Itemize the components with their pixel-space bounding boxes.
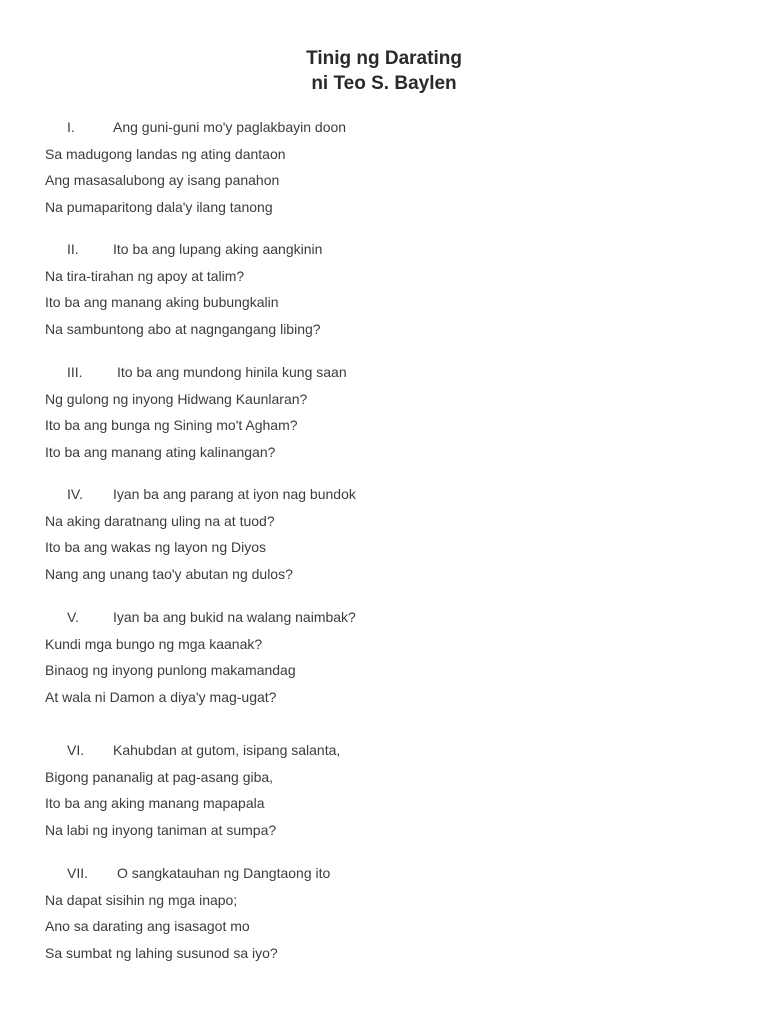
verse-line: Ano sa darating ang isasagot mo	[45, 918, 250, 934]
verse-line: At wala ni Damon a diya'y mag-ugat?	[45, 688, 277, 705]
stanza-first-line	[45, 236, 725, 263]
verse-line: Ito ba ang manang aking bubungkalin	[45, 294, 279, 310]
poem-author: ni Teo S. Baylen	[311, 73, 457, 94]
verse-line: Na tira-tirahan ng apoy at talim?	[45, 267, 245, 284]
stanza-first-line	[45, 114, 725, 141]
verse-line: Sa madugong landas ng ating dantaon	[45, 145, 286, 162]
verse-line: Ito ba ang mundong hinila kung saan	[117, 364, 347, 380]
stanza-number: I.	[67, 119, 75, 135]
verse-line: Binaog ng inyong punlong makamandag	[45, 662, 296, 678]
stanza-number: II.	[67, 241, 79, 257]
stanza-6	[45, 737, 725, 843]
stanza-2	[45, 236, 725, 342]
verse-line: Na aking daratnang uling na at tuod?	[45, 512, 275, 529]
verse-line: Iyan ba ang parang at iyon nag bundok	[113, 486, 356, 502]
verse-line: Na sambuntong abo at nagngangang libing?	[45, 320, 321, 337]
stanza-number: V.	[67, 609, 79, 625]
verse-line: Ang masasalubong ay isang panahon	[45, 172, 280, 188]
verse-line: Na dapat sisihin ng mga inapo;	[45, 891, 238, 908]
title-block	[0, 46, 768, 96]
verse-line: Ito ba ang bunga ng Sining mo't Agham?	[45, 417, 298, 433]
verse-line: Ito ba ang wakas ng layon ng Diyos	[45, 539, 267, 555]
verse-line: Iyan ba ang bukid na walang naimbak?	[113, 609, 356, 625]
stanza-first-line	[45, 860, 725, 887]
verse-line: Ng gulong ng inyong Hidwang Kaunlaran?	[45, 390, 308, 407]
verse-line: Sa sumbat ng lahing susunod sa iyo?	[45, 944, 278, 961]
poem-title: Tinig ng Darating	[306, 48, 462, 69]
stanza-first-line	[45, 481, 725, 508]
stanza-number: III.	[67, 364, 83, 380]
verse-line: Kahubdan at gutom, isipang salanta,	[113, 742, 341, 758]
verse-line: Ito ba ang aking manang mapapala	[45, 795, 265, 811]
verse-line: Kundi mga bungo ng mga kaanak?	[45, 635, 263, 652]
stanza-first-line	[45, 737, 725, 764]
stanza-5	[45, 604, 725, 710]
stanza-first-line	[45, 604, 725, 631]
verse-line: Na labi ng inyong taniman at sumpa?	[45, 821, 277, 838]
verse-line: Nang ang unang tao'y abutan ng dulos?	[45, 565, 293, 582]
stanza-number: VII.	[67, 865, 89, 881]
verse-line: Ito ba ang manang ating kalinangan?	[45, 443, 276, 460]
stanza-1	[45, 114, 725, 220]
stanza-7	[45, 860, 725, 966]
stanza-4	[45, 481, 725, 587]
stanza-3	[45, 359, 725, 465]
verse-line: Ang guni-guni mo'y paglakbayin doon	[113, 119, 347, 135]
stanza-number: IV.	[67, 486, 83, 502]
verse-line: Na pumaparitong dala'y ilang tanong	[45, 198, 273, 215]
stanza-number: VI.	[67, 742, 85, 758]
verse-line: Ito ba ang lupang aking aangkinin	[113, 241, 323, 257]
verse-line: O sangkatauhan ng Dangtaong ito	[117, 865, 331, 881]
stanza-first-line	[45, 359, 725, 386]
verse-line: Bigong pananalig at pag-asang giba,	[45, 768, 274, 785]
